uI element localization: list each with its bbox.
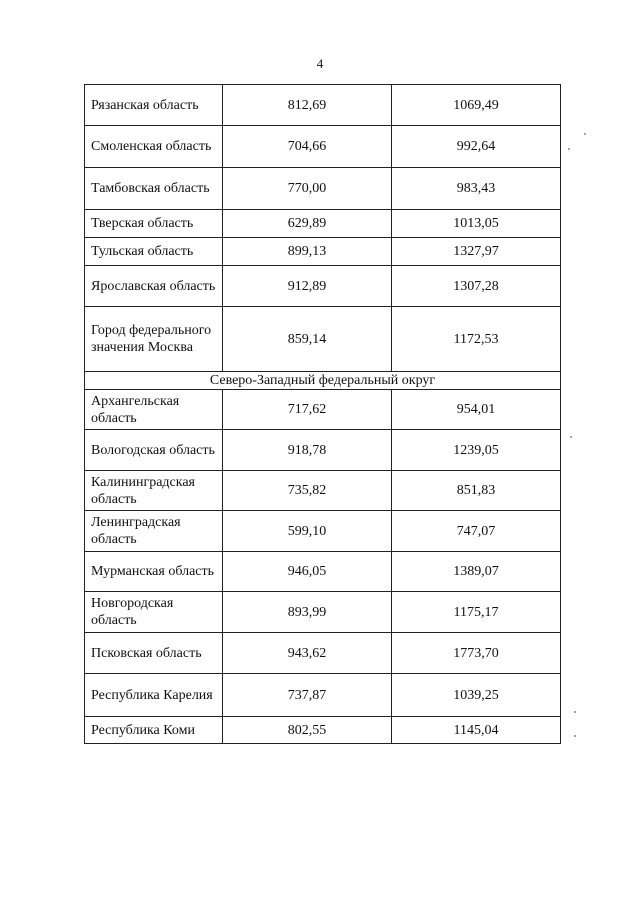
value-cell: 747,07 (392, 511, 561, 552)
region-name: Смоленская область (85, 126, 223, 168)
region-name: Республика Коми (85, 717, 223, 744)
region-name: Тульская область (85, 238, 223, 266)
region-name: Рязанская область (85, 85, 223, 126)
value-cell: 1172,53 (392, 307, 561, 372)
page-number: 4 (316, 56, 324, 71)
value-cell: 629,89 (223, 210, 392, 238)
value-cell: 1013,05 (392, 210, 561, 238)
table-row (85, 390, 561, 430)
value-cell: 1327,97 (392, 238, 561, 266)
value-cell: 1145,04 (392, 717, 561, 744)
value-cell: 851,83 (392, 471, 561, 511)
value-cell: 943,62 (223, 633, 392, 674)
tariff-table (84, 84, 561, 744)
value-cell: 1039,25 (392, 674, 561, 717)
table-row (85, 430, 561, 471)
value-cell: 704,66 (223, 126, 392, 168)
table-row (85, 511, 561, 552)
value-cell: 918,78 (223, 430, 392, 471)
region-name: Калининградская область (85, 471, 223, 511)
value-cell: 859,14 (223, 307, 392, 372)
region-name: Тамбовская область (85, 168, 223, 210)
value-cell: 1239,05 (392, 430, 561, 471)
scan-speck (570, 436, 572, 438)
region-name: Вологодская область (85, 430, 223, 471)
value-cell: 1389,07 (392, 552, 561, 592)
table-row (85, 307, 561, 372)
table-row (85, 126, 561, 168)
value-cell: 983,43 (392, 168, 561, 210)
scan-speck (574, 711, 576, 713)
table-row (85, 552, 561, 592)
table-row (85, 471, 561, 511)
region-name: Ленинградская область (85, 511, 223, 552)
value-cell: 717,62 (223, 390, 392, 430)
value-cell: 735,82 (223, 471, 392, 511)
value-cell: 812,69 (223, 85, 392, 126)
value-cell: 1773,70 (392, 633, 561, 674)
table-row (85, 168, 561, 210)
value-cell: 954,01 (392, 390, 561, 430)
value-cell: 802,55 (223, 717, 392, 744)
table-row (85, 592, 561, 633)
region-name: Псковская область (85, 633, 223, 674)
section-title: Северо-Западный федеральный округ (85, 372, 561, 390)
value-cell: 770,00 (223, 168, 392, 210)
region-name: Мурманская область (85, 552, 223, 592)
table-row (85, 85, 561, 126)
region-name: Новгородская область (85, 592, 223, 633)
value-cell: 1069,49 (392, 85, 561, 126)
scan-speck (584, 133, 586, 135)
value-cell: 599,10 (223, 511, 392, 552)
table-row (85, 238, 561, 266)
value-cell: 1175,17 (392, 592, 561, 633)
table-row (85, 717, 561, 744)
table-row (85, 266, 561, 307)
table-row (85, 674, 561, 717)
region-name: Архангельская область (85, 390, 223, 430)
region-name: Тверская область (85, 210, 223, 238)
region-name: Республика Карелия (85, 674, 223, 717)
table-row (85, 633, 561, 674)
section-row (85, 372, 561, 390)
region-name: Ярославская область (85, 266, 223, 307)
value-cell: 912,89 (223, 266, 392, 307)
value-cell: 893,99 (223, 592, 392, 633)
table-row (85, 210, 561, 238)
value-cell: 946,05 (223, 552, 392, 592)
scan-speck (568, 148, 570, 150)
value-cell: 899,13 (223, 238, 392, 266)
value-cell: 1307,28 (392, 266, 561, 307)
region-name: Город федерального значения Москва (85, 307, 223, 372)
value-cell: 737,87 (223, 674, 392, 717)
scan-speck (574, 735, 576, 737)
value-cell: 992,64 (392, 126, 561, 168)
